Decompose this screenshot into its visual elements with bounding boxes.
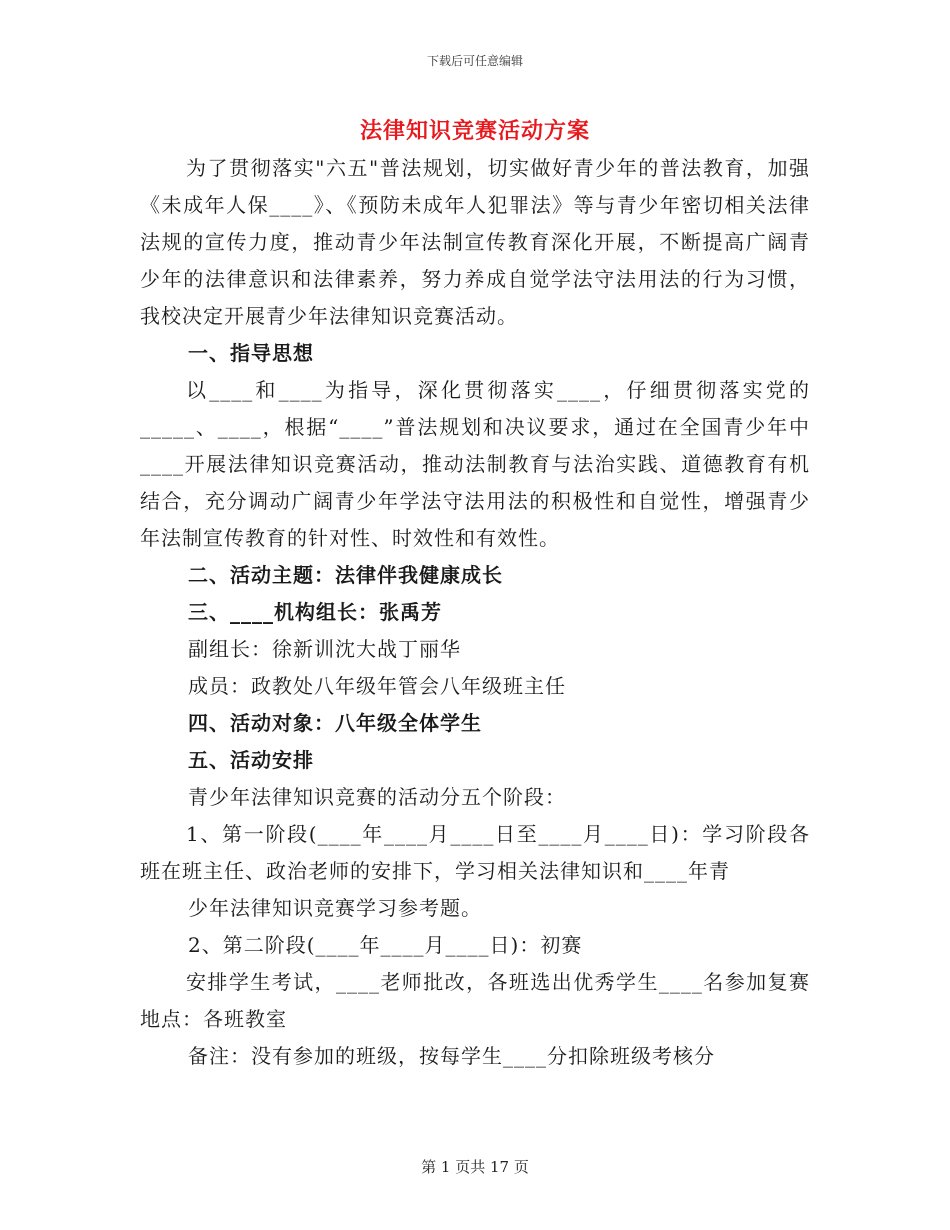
note-line: 备注：没有参加的班级，按每学生____分扣除班级考核分 [188, 1044, 715, 1068]
section-heading-guiding-thought: 一、指导思想 [188, 341, 314, 365]
section-heading-arrangement: 五、活动安排 [188, 748, 314, 772]
header-note: 下载后可任意编辑 [426, 54, 523, 68]
section-heading-organization: 三、____机构组长：张禹芳 [188, 600, 442, 624]
stage2-line: 2、第二阶段(____年____月____日)：初赛 [188, 933, 583, 957]
stage1-continuation: 少年法律知识竞赛学习参考题。 [188, 896, 482, 920]
document-body [140, 150, 810, 1075]
guiding-thought-paragraph: 以____和____为指导，深化贯彻落实____，仔细贯彻落实党的_____、____，根据“____”普法规划和决议要求，通过在全国青少年中____开展法律知识竞赛活动，推动法制教育与法治实践、道德教育有机结合，充分调动广阔青少年学法守法用法的积极性和自觉性，增强青少年法制宣传教育的针对性、时效性和有效性。 [140, 378, 810, 550]
arrangement-intro-line: 青少年法律知识竞赛的活动分五个阶段： [188, 785, 566, 809]
stage1-paragraph: 1、第一阶段(____年____月____日至____月____日)：学习阶段各班在班主任、政治老师的安排下，学习相关法律知识和____年青 [140, 822, 810, 883]
intro-paragraph: 为了贯彻落实"六五"普法规划，切实做好青少年的普法教育，加强《未成年人保____》、《预防未成年人犯罪法》等与青少年密切相关法律法规的宣传力度，推动青少年法制宣传教育深化开展，不断提高广阔青少年的法律意识和法律素养，努力养成自觉学法守法用法的行为习惯，我校决定开展青少年法律知识竞赛活动。 [140, 156, 810, 328]
section-heading-target: 四、活动对象：八年级全体学生 [188, 711, 482, 735]
document-title: 法律知识竞赛活动方案 [359, 119, 590, 144]
section-heading-theme: 二、活动主题：法律伴我健康成长 [188, 563, 503, 587]
members-line: 成员：政教处八年级年管会八年级班主任 [188, 674, 566, 698]
deputy-leaders-line: 副组长：徐新训沈大战丁丽华 [188, 637, 461, 661]
stage2-detail-paragraph: 安排学生考试，____老师批改，各班选出优秀学生____名参加复赛地点：各班教室 [140, 970, 810, 1031]
page-footer: 第 1 页共 17 页 [421, 1158, 529, 1176]
